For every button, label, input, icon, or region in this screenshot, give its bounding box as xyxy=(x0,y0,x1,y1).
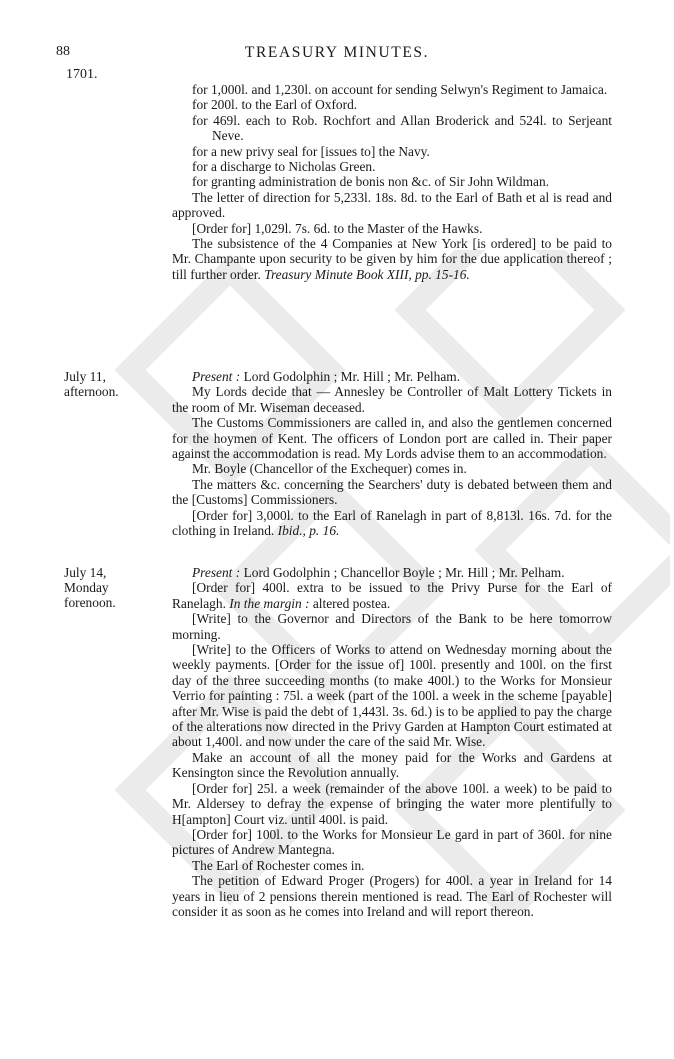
entry-date-line: July 11, xyxy=(64,369,106,384)
present-label: Present : xyxy=(192,369,241,384)
order-item: for 200l. to the Earl of Oxford. xyxy=(192,97,358,113)
entry-time: forenoon. xyxy=(64,595,116,610)
order-item: for a discharge to Nicholas Green. xyxy=(192,159,376,175)
paragraph: Mr. Boyle (Chancellor of the Exchequer) comes in. xyxy=(192,461,467,477)
paragraph: The letter of direction for 5,233l. 18s. 8d. to the Earl of Bath et al is read and approved. xyxy=(172,189,612,221)
margin-note: altered postea. xyxy=(312,595,391,611)
order-item: for 469l. each to Rob. Rochfort and Allan Broderick and 524l. to Serjeant Neve. xyxy=(192,112,612,144)
running-title: TREASURY MINUTES. xyxy=(244,44,430,61)
entry-date-line: July 14, xyxy=(64,565,107,580)
entry-day: Monday xyxy=(64,580,109,595)
present-names: Lord Godolphin ; Chancellor Boyle ; Mr. Hill ; Mr. Pelham. xyxy=(243,565,565,580)
present-names: Lord Godolphin ; Mr. Hill ; Mr. Pelham. xyxy=(243,369,461,384)
order-item: for granting administration de bonis non &c. of Sir John Wildman. xyxy=(192,174,549,190)
entry-date xyxy=(64,369,150,399)
margin-note-label: In the margin : xyxy=(229,595,310,611)
entry-date xyxy=(64,565,150,610)
paragraph: [Order for] 25l. a week (remainder of the above 100l. a week) to be paid to Mr. Aldersey to defray the expense of bringing the water more plentifully to H[ampton] Court viz. until 400l. is paid. xyxy=(172,780,612,827)
entry-text xyxy=(172,369,612,538)
paragraph: The matters &c. concerning the Searchers' duty is debated between them and the [Customs] Commissioners. xyxy=(172,476,612,508)
paragraph-text: [Order for] 400l. extra to be issued to the Privy Purse for the Earl of Ranelagh. xyxy=(172,580,612,611)
paragraph: The petition of Edward Proger (Progers) for 400l. a year in Ireland for 14 years in lieu of 2 pensions therein mentioned is read. The Earl of Rochester will consider it as soon as he comes into Ireland and will report thereon. xyxy=(172,873,612,919)
entry-text xyxy=(172,82,612,282)
paragraph: The Earl of Rochester comes in. xyxy=(192,857,365,873)
paragraph xyxy=(172,236,612,282)
entry-text xyxy=(172,565,612,919)
present-label: Present : xyxy=(192,565,241,580)
paragraph: [Write] to the Governor and Directors of the Bank to be here tomorrow morning. xyxy=(172,611,612,642)
page-header xyxy=(56,44,618,66)
margin-year: 1701. xyxy=(66,67,98,82)
order-item: for 1,000l. and 1,230l. on account for sending Selwyn's Regiment to Jamaica. xyxy=(192,82,608,97)
paragraph: [Order for] 100l. to the Works for Monsieur Le gard in part of 360l. for nine pictures of Andrew Mantegna. xyxy=(172,826,612,858)
paragraph: The Customs Commissioners are called in, and also the gentlemen concerned for the hoymen of Kent. The officers of London port are called in. Their paper against the accommodation is read. My Lords advise them to an accommodation. xyxy=(172,415,612,462)
paragraph-text: [Order for] 3,000l. to the Earl of Ranelagh in part of 8,813l. 16s. 7d. for the clothing in Ireland. xyxy=(172,507,612,539)
citation: Ibid., p. 16. xyxy=(277,523,340,539)
order-item: for a new privy seal for [issues to] the Navy. xyxy=(192,143,430,159)
present-line xyxy=(172,369,612,384)
entry-time: afternoon. xyxy=(64,384,119,399)
paragraph-text: The subsistence of the 4 Companies at New York [is ordered] to be paid to Mr. Champante upon security to be given by him for the due application thereof ; till further order. xyxy=(172,236,612,282)
paragraph: Make an account of all the money paid for the Works and Gardens at Kensington since the Revolution annually. xyxy=(172,749,612,781)
present-line xyxy=(172,565,612,580)
paragraph: [Order for] 1,029l. 7s. 6d. to the Master of the Hawks. xyxy=(192,220,483,236)
page-number: 88 xyxy=(56,44,70,59)
paragraph xyxy=(172,580,612,611)
paragraph: My Lords decide that — Annesley be Controller of Malt Lottery Tickets in the room of Mr. Wiseman deceased. xyxy=(172,384,612,415)
citation: Treasury Minute Book XIII, pp. 15-16. xyxy=(264,266,470,282)
paragraph: [Write] to the Officers of Works to attend on Wednesday morning about the weekly payments. [Order for the issue of] 100l. presently and 100l. on the first day of the three succeeding months (to make 400l.) to the Works for Monsieur Verrio for painting : 75l. a week (part of the 100l. a week in the scheme [payable] after Mr. Wise is paid the debt of 1,443l. 3s. 6d.) is to be applied to pay the charge of the alterations now directed in the Privy Garden at Hampton Court estimated at about 1,400l. and now under the care of the said Mr. Wise. xyxy=(172,642,612,750)
paragraph xyxy=(172,508,612,539)
